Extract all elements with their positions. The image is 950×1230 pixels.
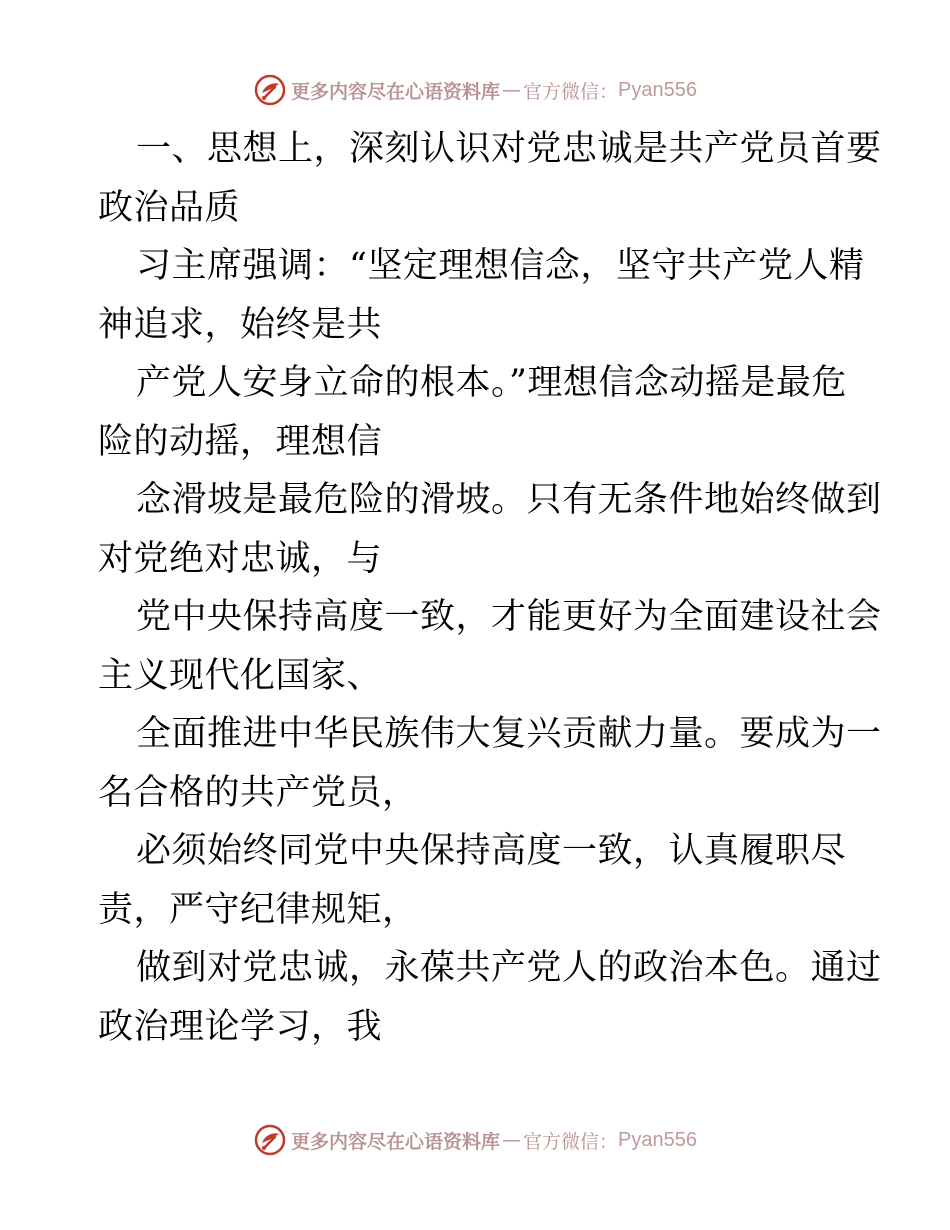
text-line: 一、思想上，深刻认识对党忠诚是共产党员首要 bbox=[136, 129, 882, 169]
banner-brand-text: 更多内容尽在心语资料库 bbox=[291, 1130, 501, 1153]
banner-wechat-id: Pyan556 bbox=[618, 1128, 697, 1151]
text-line: 党中央保持高度一致，才能更好为全面建设社会 bbox=[136, 597, 882, 637]
banner-brand-text: 更多内容尽在心语资料库 bbox=[291, 80, 501, 103]
banner-wechat-label: 官方微信： bbox=[523, 80, 619, 103]
text-line: 险的动摇，理想信 bbox=[98, 421, 383, 462]
header-banner bbox=[0, 70, 950, 110]
text-line: 念滑坡是最危险的滑坡。只有无条件地始终做到 bbox=[136, 480, 882, 520]
text-line: 责，严守纪律规矩， bbox=[98, 889, 418, 930]
banner-wechat-id: Pyan556 bbox=[618, 78, 697, 101]
text-line: 产党人安身立命的根本。”理想信念动摇是最危 bbox=[136, 363, 847, 403]
brand-logo-icon bbox=[253, 1123, 287, 1157]
text-line: 全面推进中华民族伟大复兴贡献力量。要成为一 bbox=[136, 714, 882, 754]
banner-wechat-label: 官方微信： bbox=[523, 1130, 619, 1153]
text-line: 对党绝对忠诚，与 bbox=[98, 538, 383, 579]
text-line: 习主席强调：“坚定理想信念，坚守共产党人精 bbox=[136, 246, 865, 286]
banner-dash: — bbox=[502, 1129, 522, 1151]
banner-dash: — bbox=[502, 79, 522, 101]
text-line: 必须始终同党中央保持高度一致，认真履职尽 bbox=[136, 831, 847, 871]
text-line: 主义现代化国家、 bbox=[98, 655, 383, 696]
text-line: 神追求，始终是共 bbox=[98, 304, 383, 345]
document-body bbox=[98, 120, 882, 1056]
text-line: 做到对党忠诚，永葆共产党人的政治本色。通过 bbox=[136, 948, 882, 988]
brand-logo-icon bbox=[253, 73, 287, 107]
footer-banner bbox=[0, 1120, 950, 1160]
text-line: 名合格的共产党员， bbox=[98, 772, 418, 813]
text-line: 政治品质 bbox=[98, 187, 241, 228]
text-line: 政治理论学习，我 bbox=[98, 1006, 383, 1047]
